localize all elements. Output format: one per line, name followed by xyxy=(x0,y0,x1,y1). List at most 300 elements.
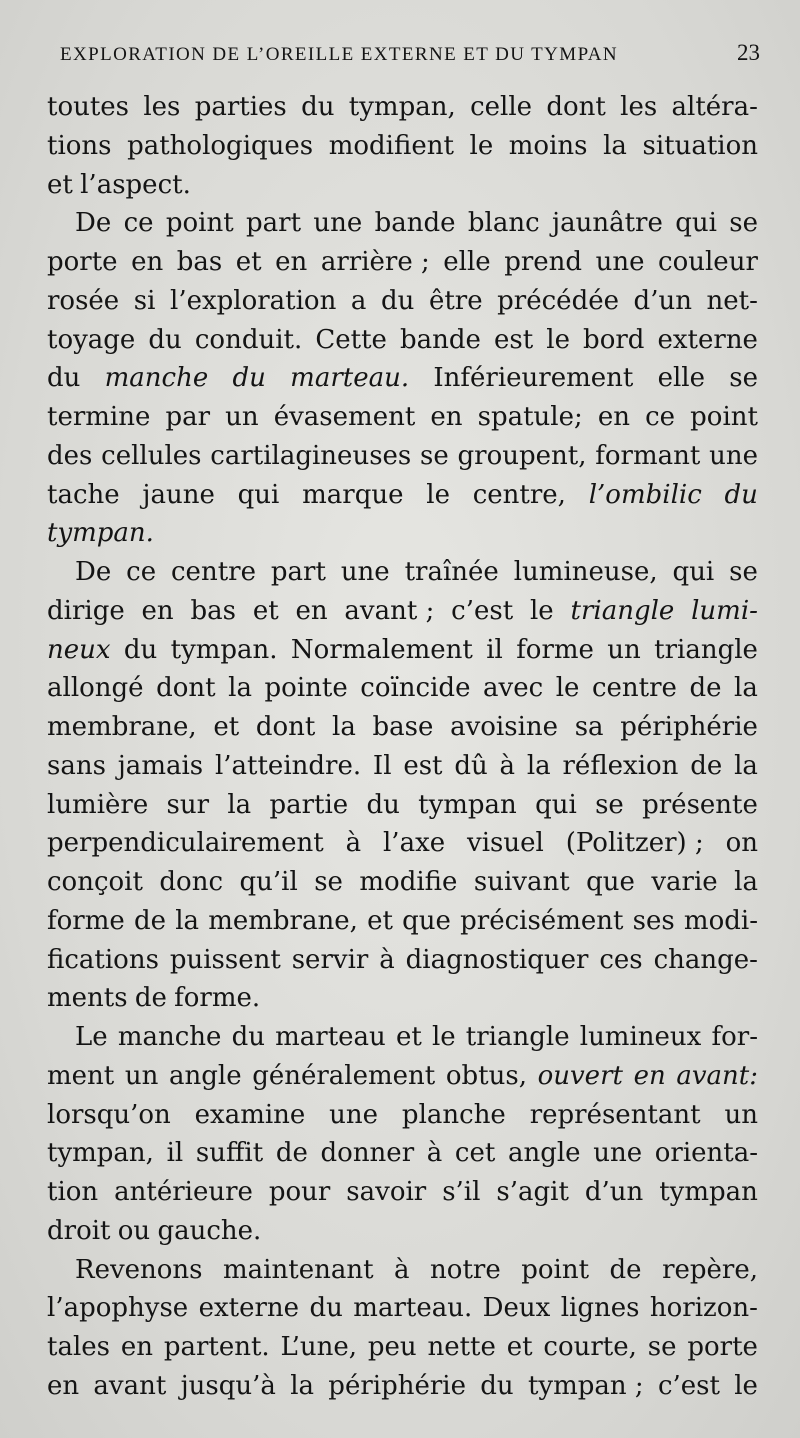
word: lumière xyxy=(47,789,149,820)
text-line xyxy=(47,127,758,166)
word: Inférieurement xyxy=(433,363,634,394)
word: tion xyxy=(47,1177,99,1207)
word: s’agit xyxy=(496,1177,569,1207)
word: modi- xyxy=(683,905,758,936)
word: tache xyxy=(47,479,120,510)
running-head xyxy=(60,40,760,72)
text-line xyxy=(47,1289,758,1328)
word: du xyxy=(301,92,335,122)
italic-word: marteau. xyxy=(290,363,410,394)
word: point xyxy=(690,402,758,432)
word: une xyxy=(595,247,645,277)
text-line xyxy=(47,631,758,670)
word: ce xyxy=(126,557,157,587)
text-line xyxy=(47,282,758,321)
word: fications xyxy=(47,944,159,975)
word: la xyxy=(228,673,252,704)
word: un xyxy=(124,1060,159,1091)
text-line xyxy=(47,941,758,980)
word: et xyxy=(252,595,279,626)
word: triangle xyxy=(465,1022,570,1052)
word: présente xyxy=(642,789,758,820)
italic-word: ouvert xyxy=(537,1060,623,1091)
word: une xyxy=(340,557,390,587)
word: cartilagineuses xyxy=(210,440,412,471)
word: avec xyxy=(483,673,544,704)
word: De xyxy=(75,557,112,587)
word: que xyxy=(586,867,635,897)
word: bande xyxy=(400,324,481,355)
word: tales xyxy=(47,1332,110,1362)
word: traînée xyxy=(404,557,499,587)
word: et xyxy=(367,905,393,936)
text-line xyxy=(47,592,758,631)
word: ments xyxy=(47,983,128,1014)
italic-word: triangle xyxy=(570,595,675,626)
word: bas xyxy=(176,247,223,277)
word: une xyxy=(313,208,363,239)
word: dont xyxy=(156,673,216,704)
word: point xyxy=(521,1254,590,1285)
word: termine xyxy=(47,402,151,432)
text-line xyxy=(47,1173,758,1212)
text-line xyxy=(47,359,758,398)
text-line xyxy=(47,1096,758,1135)
word: la xyxy=(175,905,200,936)
text-line xyxy=(47,243,758,282)
word: du xyxy=(123,634,158,665)
text-line xyxy=(47,1367,758,1406)
word: à xyxy=(499,750,516,781)
word: base xyxy=(372,712,434,742)
italic-word: manche xyxy=(104,363,209,394)
word: se xyxy=(420,440,449,471)
text-line xyxy=(47,708,758,747)
word: le xyxy=(431,1022,456,1052)
word: tympan. xyxy=(170,634,278,665)
word: centre xyxy=(591,673,677,704)
text-line xyxy=(47,398,758,437)
text-line xyxy=(47,166,758,205)
word: planche xyxy=(401,1099,506,1130)
word: en xyxy=(295,595,328,626)
word: Revenons xyxy=(75,1254,203,1285)
word: centre xyxy=(171,557,256,587)
word: ce xyxy=(123,208,154,239)
word: diagnostiquer xyxy=(405,944,589,975)
word: se xyxy=(729,557,758,587)
word: de xyxy=(609,1254,642,1285)
word: du xyxy=(47,363,81,394)
word: de xyxy=(275,1138,308,1169)
word: toutes xyxy=(47,92,130,122)
word: celle xyxy=(470,92,533,122)
word: sa xyxy=(574,712,604,742)
word: ce xyxy=(645,402,676,432)
word: ment xyxy=(47,1060,115,1091)
word: externe xyxy=(657,324,758,355)
word: angle xyxy=(507,1138,581,1169)
word: qui xyxy=(672,557,715,587)
word: puissent xyxy=(169,944,281,975)
word: être xyxy=(428,285,483,316)
word: des xyxy=(47,440,93,471)
word: partent. xyxy=(163,1332,270,1362)
word: ou xyxy=(117,1215,151,1246)
word: et xyxy=(506,1332,533,1362)
word: par xyxy=(165,402,211,432)
word: qui xyxy=(237,479,280,510)
text-line xyxy=(47,321,758,360)
word: le xyxy=(529,595,554,626)
word: Normalement xyxy=(290,634,473,665)
word: tions xyxy=(47,130,112,161)
word: coïncide xyxy=(360,673,471,704)
text-line xyxy=(47,824,758,863)
word: se xyxy=(314,867,343,897)
word: toyage xyxy=(47,324,136,355)
text-line xyxy=(47,786,758,825)
word: angle xyxy=(168,1060,242,1091)
italic-word: l’ombilic xyxy=(588,479,702,510)
italic-word: lumi- xyxy=(691,595,758,626)
word: centre, xyxy=(472,479,566,510)
word: et xyxy=(235,247,262,277)
word: ses xyxy=(632,905,675,936)
word: examine xyxy=(194,1099,306,1130)
word: un xyxy=(607,634,641,665)
word: membrane, xyxy=(47,712,197,742)
word: cet xyxy=(454,1138,496,1169)
word: antérieure xyxy=(114,1177,253,1207)
word: nette xyxy=(427,1332,496,1362)
word: du xyxy=(148,324,182,355)
word: une xyxy=(593,1138,643,1169)
word: jaune xyxy=(142,479,215,510)
word: jamais xyxy=(117,750,204,781)
word: lignes xyxy=(560,1293,640,1324)
word: qu’il xyxy=(239,867,298,897)
word: marque xyxy=(302,479,404,510)
word: à xyxy=(379,944,395,975)
word: en xyxy=(597,402,630,432)
italic-word: du xyxy=(232,363,266,394)
word: avoisine xyxy=(450,712,559,742)
word: L’une, xyxy=(280,1332,357,1362)
word: une xyxy=(709,440,758,471)
word: spatule; xyxy=(477,402,583,432)
text-line xyxy=(47,747,758,786)
word: il xyxy=(486,634,503,665)
word: net- xyxy=(706,285,758,316)
word: triangle xyxy=(654,634,758,665)
word: la xyxy=(734,867,758,897)
word: est xyxy=(403,750,443,781)
word: on xyxy=(725,828,758,859)
word: se xyxy=(647,1332,677,1362)
word: couleur xyxy=(658,247,758,277)
italic-word: avant: xyxy=(676,1060,758,1091)
word: ces xyxy=(599,944,643,975)
word: moins xyxy=(508,130,588,161)
page-number: 23 xyxy=(737,40,760,65)
word: Deux xyxy=(482,1293,551,1324)
word: repère, xyxy=(662,1254,758,1285)
body-text xyxy=(47,88,758,1406)
word: allongé xyxy=(47,673,144,704)
word: modifie xyxy=(359,867,458,897)
word: généralement xyxy=(252,1060,436,1091)
word: conçoit xyxy=(47,867,143,897)
word: d’un xyxy=(584,1177,644,1207)
word: s’il xyxy=(442,1177,481,1207)
word: en xyxy=(131,247,164,277)
word: évasement xyxy=(273,402,416,432)
word: altéra- xyxy=(671,92,758,122)
word: la xyxy=(734,673,758,704)
text-line xyxy=(47,204,758,243)
word: les xyxy=(143,92,181,122)
word: marteau. xyxy=(353,1293,473,1324)
word: la xyxy=(526,750,551,781)
word: donc xyxy=(159,867,224,897)
word: le xyxy=(426,479,450,510)
word: forme xyxy=(47,905,125,936)
word: situation xyxy=(642,130,758,161)
word: servir xyxy=(291,944,369,975)
word: peu xyxy=(367,1332,417,1362)
word: orienta- xyxy=(654,1138,758,1169)
word: marteau xyxy=(275,1022,386,1052)
word: les xyxy=(620,92,658,122)
word: bas xyxy=(190,595,236,626)
word: jaunâtre xyxy=(552,208,663,239)
word: de xyxy=(133,905,166,936)
word: cellules xyxy=(101,440,202,471)
word: maintenant xyxy=(223,1254,374,1285)
word: porte xyxy=(687,1332,758,1362)
text-line xyxy=(47,1057,758,1096)
word: suivant xyxy=(473,867,570,897)
word: en xyxy=(120,1332,153,1362)
text-line xyxy=(47,514,758,553)
word: elle xyxy=(657,363,705,394)
word: varie xyxy=(651,867,718,897)
running-title: EXPLORATION DE L’OREILLE EXTERNE ET DU TYMPAN xyxy=(60,44,619,65)
word: sur xyxy=(166,789,210,820)
word: lumineux xyxy=(579,1022,702,1052)
italic-word: tympan. xyxy=(47,518,154,549)
word: suffit xyxy=(195,1138,264,1169)
word: avant ; xyxy=(344,595,435,626)
word: dont xyxy=(255,712,316,742)
word: périphérie xyxy=(328,1370,466,1401)
word: tympan ; xyxy=(527,1370,644,1401)
text-line xyxy=(47,476,758,515)
word: précédée xyxy=(497,285,619,316)
word: c’est xyxy=(451,595,514,626)
text-line xyxy=(47,1251,758,1290)
word: périphérie xyxy=(620,712,758,742)
word: un xyxy=(724,1099,758,1130)
word: la xyxy=(290,1370,315,1401)
word: perpendiculairement xyxy=(47,828,324,859)
word: forme. xyxy=(174,983,261,1014)
word: prend xyxy=(504,247,583,277)
word: lorsqu’on xyxy=(47,1099,171,1130)
word: représentant xyxy=(529,1099,701,1130)
word: rosée xyxy=(47,285,120,316)
text-line xyxy=(47,979,758,1018)
word: pathologiques xyxy=(127,130,314,161)
word: se xyxy=(595,789,624,820)
word: le xyxy=(546,324,570,355)
text-line xyxy=(47,1328,758,1367)
word: l’apophyse xyxy=(47,1293,189,1324)
word: gauche. xyxy=(157,1215,262,1246)
word: manche xyxy=(117,1022,222,1052)
word: arrière ; xyxy=(320,247,430,277)
word: c’est xyxy=(657,1370,720,1401)
word: de xyxy=(134,983,167,1014)
word: groupent, xyxy=(457,440,587,471)
word: pour xyxy=(268,1177,331,1207)
word: externe xyxy=(198,1293,300,1324)
word: un xyxy=(225,402,259,432)
word: Il xyxy=(372,750,392,781)
word: forme xyxy=(516,634,594,665)
word: (Politzer) ; xyxy=(565,828,704,859)
word: tympan, xyxy=(47,1138,154,1169)
word: en xyxy=(47,1370,80,1401)
word: se xyxy=(729,363,758,394)
word: en xyxy=(141,595,174,626)
word: en xyxy=(275,247,308,277)
word: point xyxy=(165,208,234,239)
word: du xyxy=(380,285,415,316)
text-line xyxy=(47,902,758,941)
word: la xyxy=(734,750,758,781)
word: elle xyxy=(443,247,491,277)
italic-word: du xyxy=(724,479,758,510)
word: à xyxy=(426,1138,443,1169)
word: membrane, xyxy=(208,905,358,936)
text-line xyxy=(47,669,758,708)
word: courte, xyxy=(543,1332,637,1362)
word: l’aspect. xyxy=(80,169,191,200)
italic-word: en xyxy=(633,1060,666,1091)
word: droit xyxy=(47,1215,111,1246)
word: tympan xyxy=(418,789,517,820)
word: l’atteindre. xyxy=(214,750,362,781)
word: que xyxy=(402,905,451,936)
word: et xyxy=(395,1022,422,1052)
text-line xyxy=(47,1134,758,1173)
word: tympan, xyxy=(348,92,456,122)
word: en xyxy=(430,402,463,432)
text-line xyxy=(47,553,758,592)
word: Cette xyxy=(315,324,387,355)
word: blanc xyxy=(467,208,540,239)
word: dû xyxy=(454,750,488,781)
word: conduit. xyxy=(194,324,303,355)
word: la xyxy=(227,789,252,820)
word: du xyxy=(366,789,400,820)
word: parties xyxy=(194,92,287,122)
text-line xyxy=(47,88,758,127)
word: De xyxy=(75,208,112,239)
word: lumineuse, xyxy=(513,557,658,587)
word: réflexion xyxy=(562,750,679,781)
word: et xyxy=(47,169,73,200)
word: obtus, xyxy=(445,1060,527,1091)
italic-word: neux xyxy=(47,634,111,665)
word: part xyxy=(270,557,326,587)
text-line xyxy=(47,1018,758,1057)
word: à xyxy=(345,828,362,859)
word: à xyxy=(394,1254,410,1285)
word: a xyxy=(350,285,367,316)
word: dirige xyxy=(47,595,125,626)
word: l’exploration xyxy=(170,285,337,316)
word: du xyxy=(480,1370,514,1401)
word: d’un xyxy=(633,285,692,316)
word: de xyxy=(689,673,722,704)
word: savoir xyxy=(346,1177,427,1207)
word: dont xyxy=(546,92,606,122)
word: porte xyxy=(47,247,118,277)
word: est xyxy=(494,324,534,355)
word: pointe xyxy=(264,673,348,704)
word: jusqu’à xyxy=(180,1370,276,1401)
word: et xyxy=(213,712,240,742)
word: précisément xyxy=(460,905,624,936)
word: l’axe xyxy=(382,828,446,859)
word: se xyxy=(729,208,758,239)
word: change- xyxy=(653,944,758,975)
word: bande xyxy=(374,208,456,239)
word: horizon- xyxy=(649,1293,758,1324)
word: la xyxy=(332,712,356,742)
word: part xyxy=(246,208,302,239)
word: for- xyxy=(711,1022,758,1052)
word: il xyxy=(166,1138,184,1169)
text-line xyxy=(47,863,758,902)
word: si xyxy=(133,285,156,316)
word: sans xyxy=(47,750,106,781)
word: le xyxy=(469,130,494,161)
word: la xyxy=(603,130,627,161)
word: donner xyxy=(320,1138,415,1169)
word: notre xyxy=(430,1254,501,1285)
word: du xyxy=(309,1293,343,1324)
text-line xyxy=(47,1212,758,1251)
word: du xyxy=(231,1022,265,1052)
word: le xyxy=(734,1370,758,1401)
word: partie xyxy=(269,789,349,820)
word: avant xyxy=(93,1370,167,1401)
word: Le xyxy=(75,1022,108,1052)
word: une xyxy=(329,1099,379,1130)
word: de xyxy=(690,750,723,781)
word: modifient xyxy=(328,130,454,161)
text-line xyxy=(47,437,758,476)
word: bord xyxy=(583,324,645,355)
word: le xyxy=(555,673,580,704)
word: visuel xyxy=(467,828,544,859)
word: formant xyxy=(595,440,701,471)
word: qui xyxy=(675,208,717,239)
